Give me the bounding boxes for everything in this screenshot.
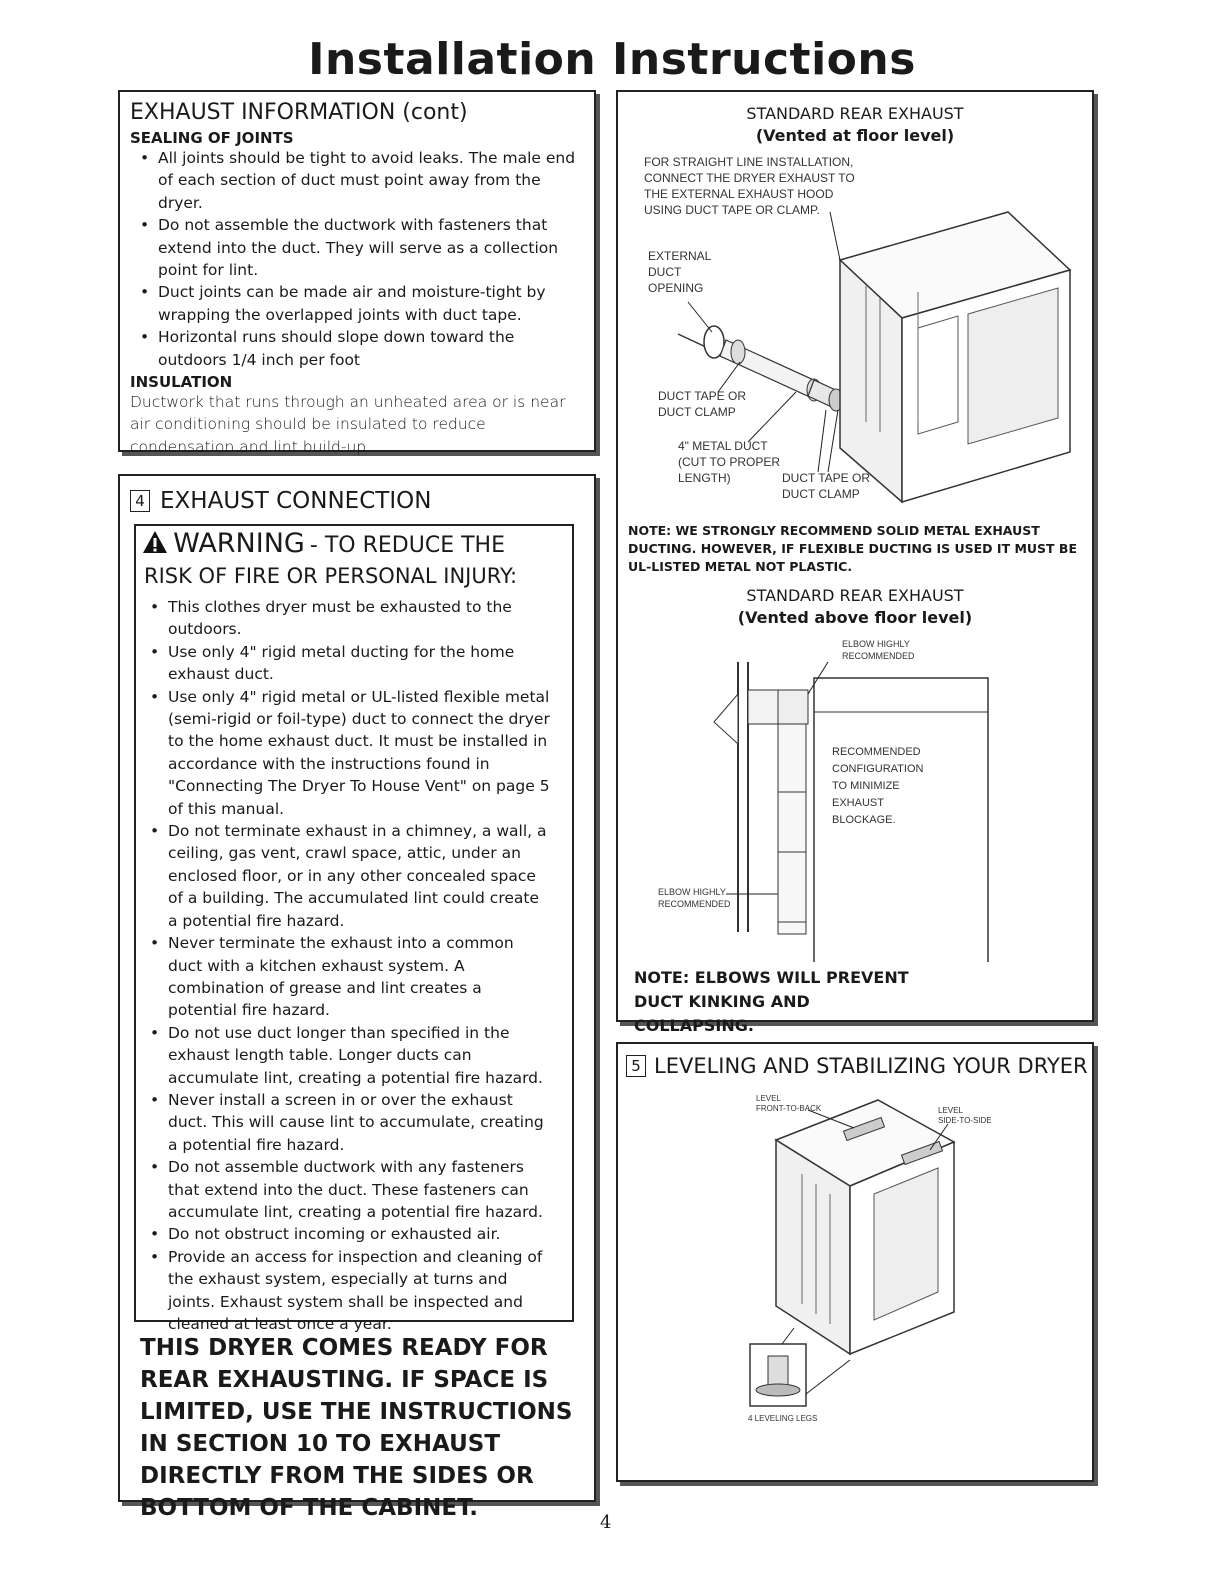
warning-word: WARNING [173,528,305,559]
metal-duct-label: 4" METAL DUCT (CUT TO PROPER LENGTH) [678,439,781,485]
exhaust-connection-box [118,474,596,1521]
warning-icon [142,530,168,558]
above-floor-title-2: (Vented above floor level) [737,608,973,627]
warning-box [134,524,574,1333]
recommended-config-label: RECOMMENDED CONFIGURATION TO MINIMIZE EXHAUST BLOCKAGE. [832,746,924,826]
level-front-label: LEVEL FRONT-TO-BACK [756,1094,822,1113]
sealing-list [130,147,586,371]
leveling-legs-label: 4 LEVELING LEGS [748,1414,818,1423]
warning-list [140,596,552,1335]
list-item: • Never terminate the exhaust into a common duct with a kitchen exhaust system. A combination of grease and lint creates a potential fire hazard. [140,932,552,1022]
rear-exhaust-note: THIS DRYER COMES READY FOR REAR EXHAUSTING. IF SPACE IS LIMITED, USE THE INSTRUCTIONS IN SECTION 10 TO EXHAUST DIRECTLY FROM THE SIDES OR BOTTOM OF THE CABINET. [140,1335,573,1521]
external-duct-opening-label: EXTERNAL DUCT OPENING [648,249,712,295]
leveling-heading: LEVELING AND STABILIZING YOUR DRYER [654,1054,1088,1078]
list-item: • Use only 4" rigid metal or UL-listed flexible metal (semi-rigid or foil-type) duct to connect the dryer to the home exhaust duct. It must be installed in accordance with the instructions found in "Connecting The Dryer To House Vent" on page 5 of this manual. [140,686,552,820]
straight-line-instruction: FOR STRAIGHT LINE INSTALLATION, CONNECT THE DRYER EXHAUST TO THE EXTERNAL EXHAUST HOOD USING DUCT TAPE OR CLAMP. [644,155,855,217]
floor-level-title-2: (Vented at floor level) [755,126,955,145]
elbow-top-label: ELBOW HIGHLY RECOMMENDED [842,639,915,661]
list-item: • Never install a screen in or over the exhaust duct. This will cause lint to accumulate, creating a potential fire hazard. [140,1089,552,1156]
duct-tape-label-1: DUCT TAPE OR DUCT CLAMP [658,389,747,419]
step-number-badge: 5 [626,1055,646,1077]
sealing-heading: SEALING OF JOINTS [130,129,294,147]
list-item: • Do not terminate exhaust in a chimney, a wall, a ceiling, gas vent, crawl space, attic, under an enclosed floor, or in any other concealed space of a building. The accumulated lint could create a potential fire hazard. [140,820,552,932]
list-item: • This clothes dryer must be exhausted to the outdoors. [140,596,552,641]
list-item: • Horizontal runs should slope down toward the outdoors 1/4 inch per foot [130,326,586,371]
floor-level-note: NOTE: WE STRONGLY RECOMMEND SOLID METAL EXHAUST DUCTING. HOWEVER, IF FLEXIBLE DUCTING IS USED IT MUST BE UL-LISTED METAL NOT PLASTIC. [628,523,1077,574]
list-item: • All joints should be tight to avoid leaks. The male end of each section of duct must point away from the dryer. [130,147,586,214]
elbows-note: NOTE: ELBOWS WILL PREVENT DUCT KINKING AND COLLAPSING. [634,968,909,1035]
list-item: • Do not assemble ductwork with any fasteners that extend into the duct. These fasteners can accumulate lint, creating a potential fire hazard. [140,1156,552,1223]
step-number-badge: 4 [130,490,150,512]
standard-rear-exhaust-box [616,90,1094,1035]
above-floor-exhaust-diagram [618,632,1096,962]
exhaust-info-heading: EXHAUST INFORMATION (cont) [130,100,468,125]
exhaust-information-box [118,90,596,456]
list-item: • Provide an access for inspection and cleaning of the exhaust system, especially at turns and joints. Exhaust system shall be inspected and cleaned at least once a year. [140,1246,552,1336]
floor-level-title-1: STANDARD REAR EXHAUST [746,104,964,123]
warning-rest: - TO REDUCE THE [309,533,505,558]
elbow-bottom-label: ELBOW HIGHLY RECOMMENDED [658,887,731,909]
list-item: • Do not obstruct incoming or exhausted air. [140,1223,552,1245]
duct-tape-label-2: DUCT TAPE OR DUCT CLAMP [782,471,871,501]
leveling-box [616,1042,1094,1482]
list-item: • Duct joints can be made air and moisture-tight by wrapping the overlapped joints with duct tape. [130,281,586,326]
leveling-diagram [618,1044,1096,1484]
insulation-text: Ductwork that runs through an unheated area or is near air conditioning should be insulated to reduce condensation and lint build-up. [130,393,566,456]
page-title: Installation Instructions [308,34,916,85]
warning-line2: RISK OF FIRE OR PERSONAL INJURY: [144,564,518,588]
exhaust-connection-heading: EXHAUST CONNECTION [160,488,432,514]
floor-level-exhaust-diagram [618,92,1096,522]
above-floor-title-1: STANDARD REAR EXHAUST [746,586,964,605]
list-item: • Do not assemble the ductwork with fasteners that extend into the duct. They will serve as a collection point for lint. [130,214,586,281]
list-item: • Use only 4" rigid metal ducting for the home exhaust duct. [140,641,552,686]
level-side-label: LEVEL SIDE-TO-SIDE [938,1106,992,1125]
insulation-heading: INSULATION [130,373,233,392]
list-item: • Do not use duct longer than specified in the exhaust length table. Longer ducts can accumulate lint, creating a potential fire hazard. [140,1022,552,1089]
page-number: 4 [600,1512,612,1533]
